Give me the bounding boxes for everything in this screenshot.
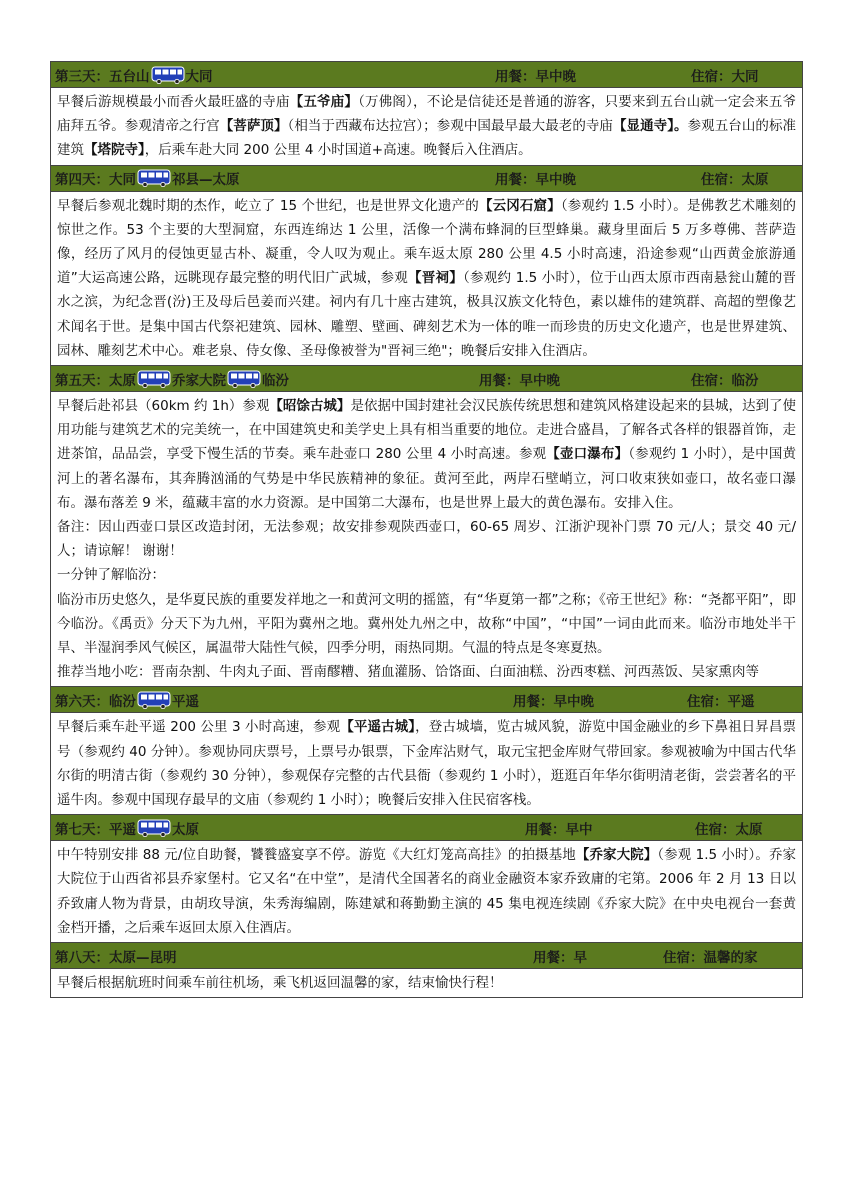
text-run: 备注：因山西壶口景区改造封闭，无法参观；故安排参观陕西壶口，60-65 周岁、江浙沪现补门票 70 元/人；景交 40 元/人；请谅解！ 谢谢！ (57, 519, 796, 560)
stay-label: 住宿：温馨的家 (663, 949, 758, 966)
description-paragraph (57, 843, 796, 940)
bus-icon (137, 169, 171, 187)
bus-icon (227, 370, 261, 388)
route-segment: 第三天：五台山 (55, 68, 150, 85)
stay-label: 住宿：大同 (691, 68, 759, 85)
day-route (55, 818, 475, 838)
description-paragraph (57, 715, 796, 812)
day-route (55, 946, 475, 966)
text-run: 早餐后参观北魏时期的杰作，屹立了 15 个世纪，也是世界文化遗产的 (57, 197, 479, 214)
text-run: （相当于西藏布达拉宫）；参观中国最早最大最老的寺庙 (287, 118, 613, 135)
meals-label: 用餐：早中晚 (513, 693, 594, 710)
route-segment: 第四天：大同 (55, 172, 136, 189)
attraction-name: 【塔院寺】 (84, 142, 145, 159)
day-description (51, 841, 802, 943)
text-run: （参观 1.5 小时）。乔家大院位于山西省祁县乔家堡村。它又名“在中堂”，是清代全国著名的商业金融资本家乔致庸的宅第。2006 年 2 月 13 日以乔致庸人物为背景，由胡玫导演，朱秀海编剧，陈建斌和蒋勤勤主演的 45 集电视连续剧《乔家大院》在中央电视台一套黄金档开播，之后乘车返回太原入住酒店。 (57, 847, 797, 936)
text-run: （参观约 1 小时），是中国黄河上的著名瀑布，其奔腾汹涌的气势是中华民族精神的象征。黄河至此，两岸石壁峭立，河口收束狭如壶口，故名壶口瀑布。瀑布落差 9 米，蕴藏丰富的水力资源。是中国第二大瀑布，也是世界上最大的黄色瀑布。安排入住。 (57, 446, 797, 511)
attraction-name: 【昭馀古城】 (269, 398, 351, 415)
itinerary-document (50, 61, 803, 998)
text-run: ，后乘车赴大同 200 公里 4 小时国道+高速。晚餐后入住酒店。 (144, 142, 532, 159)
day-route (55, 369, 475, 389)
text-run: 早餐后赴祁县（60km 约 1h）参观 (57, 398, 270, 415)
text-run: 早餐后乘车赴平遥 200 公里 3 小时高速，参观 (57, 719, 341, 736)
description-paragraph (57, 971, 796, 995)
text-run: 参观五台山的标准建筑 (57, 118, 797, 159)
text-run: 临汾市历史悠久，是华夏民族的重要发祥地之一和黄河文明的摇篮，有“华夏第一都”之称；《帝王世纪》称：“尧都平阳”，即今临汾。《禹贡》分天下为九州，平阳为冀州之地。冀州处九州之中，故称“中国”，“中国”一词由此而来。临汾市地处半干旱、半湿润季风气候区，属温带大陆性气候，四季分明，雨热同期。气温的特点是冬寒夏热。 (57, 591, 796, 657)
attraction-name: 【壶口瀑布】 (546, 446, 629, 463)
bus-icon (151, 66, 185, 84)
day-description (51, 192, 802, 366)
day-header (51, 366, 802, 392)
stay-label: 住宿：临汾 (691, 372, 759, 389)
route-segment: 大同 (185, 68, 213, 85)
text-run: 一分钟了解临汾： (57, 567, 165, 584)
route-segment: 第六天：临汾 (55, 693, 136, 710)
route-segment: 乔家大院 (172, 372, 226, 389)
route-segment: 第八天：太原—昆明 (55, 949, 177, 966)
day-header (51, 62, 802, 88)
route-segment: 第五天：太原 (55, 372, 136, 389)
meals-label: 用餐：早中 (525, 821, 593, 838)
day-description (51, 88, 802, 166)
attraction-name: 【菩萨顶】 (219, 118, 288, 135)
route-segment: 临汾 (262, 372, 289, 389)
description-paragraph (57, 563, 796, 587)
meals-label: 用餐：早中晚 (495, 172, 576, 189)
day-route (55, 690, 475, 710)
day-header (51, 166, 802, 192)
stay-label: 住宿：太原 (701, 172, 769, 189)
day-header (51, 943, 802, 969)
bus-icon (137, 819, 171, 837)
day-description (51, 392, 802, 687)
description-paragraph (57, 90, 796, 163)
text-run: ，登古城墙，览古城风貌，游览中国金融业的乡下鼻祖日昇昌票号（参观约 40 分钟）。参观协同庆票号，上票号办银票，下金库沾财气，取元宝把金库财气带回家。参观被喻为中国古代华尔街的明清古街（参观约 30 分钟），参观保存完整的古代县衙（参观约 1 小时），逛逛百年华尔街明清老街，尝尝著名的平遥牛肉。参观中国现存最早的文庙（参观约 1 小时）；晚餐后安排入住民宿客栈。 (57, 719, 796, 809)
attraction-name: 【云冈石窟】 (478, 197, 561, 214)
description-paragraph (57, 660, 796, 684)
text-run: 是依据中国封建社会汉民族传统思想和建筑风格建设起来的县城，达到了使用功能与建筑艺术的完美统一，在中国建筑史和美学史上具有相当重要的地位。走进合盛昌，了解各式各样的银器首饰，走进茶馆，品品尝，享受下慢生活的节奏。乘车赴壶口 280 公里 4 小时高速。参观 (57, 398, 797, 463)
attraction-name: 【显通寺】。 (613, 118, 688, 135)
attraction-name: 【乔家大院】 (575, 847, 658, 864)
day-description (51, 713, 802, 815)
meals-label: 用餐：早 (533, 949, 587, 966)
route-segment: 祁县—太原 (172, 172, 240, 189)
description-paragraph (57, 394, 796, 515)
text-run: （参观约 1.5 小时），位于山西太原市西南悬瓮山麓的晋水之滨，为纪念晋(汾)王及母后邑姜而兴建。祠内有几十座古建筑，极具汉族文化特色，素以雄伟的建筑群、高超的塑像艺术闻名于世。是集中国古代祭祀建筑、园林、雕塑、壁画、碑刻艺术为一体的唯一而珍贵的历史文化遗产，也是世界建筑、园林、雕刻艺术中心。难老泉、侍女像、圣母像被誉为"晋祠三绝"；晚餐后安排入住酒店。 (57, 270, 796, 359)
text-run: （参观约 1.5 小时）。是佛教艺术雕刻的惊世之作。53 个主要的大型洞窟，东西连绵达 1 公里，活像一个满布蜂洞的巨型蜂巢。藏身里面后 5 万多尊佛、菩萨造像，经历了风月的侵蚀更显古朴、凝重，令人叹为观止。乘车返太原 280 公里 4.5 小时高速，沿途参观“山西黄金旅游通道”大运高速公路，远眺现存最完整的明代旧广武城，参观 (57, 197, 796, 287)
route-segment: 第七天：平遥 (55, 821, 136, 838)
attraction-name: 【五爷庙】 (289, 94, 359, 110)
meals-label: 用餐：早中晚 (495, 68, 576, 85)
description-paragraph (57, 588, 796, 661)
description-paragraph (57, 194, 796, 363)
route-segment: 平遥 (172, 693, 199, 710)
text-run: 早餐后游规模最小而香火最旺盛的寺庙 (57, 94, 290, 110)
attraction-name: 【晋祠】 (407, 270, 463, 287)
route-segment: 太原 (172, 821, 199, 838)
day-header (51, 815, 802, 841)
stay-label: 住宿：太原 (695, 821, 763, 838)
day-route (55, 168, 475, 188)
day-description (51, 969, 802, 997)
day-header (51, 687, 802, 713)
text-run: 早餐后根据航班时间乘车前往机场，乘飞机返回温馨的家，结束愉快行程！ (57, 975, 503, 992)
text-run: 中午特别安排 88 元/位自助餐，饕餮盛宴享不停。游览《大红灯笼高高挂》的拍摄基地 (57, 847, 576, 864)
bus-icon (137, 370, 171, 388)
attraction-name: 【平遥古城】 (340, 719, 416, 736)
text-run: 推荐当地小吃：晋南杂割、牛肉丸子面、晋南醪糟、猪血灌肠、饸饹面、白面油糕、汾西枣糕、河西蒸饭、吴家熏肉等 (57, 664, 759, 681)
meals-label: 用餐：早中晚 (479, 372, 560, 389)
text-run: （万佛阁），不论是信徒还是普通的游客，只要来到五台山就一定会来五爷庙拜五爷。参观清帝之行宫 (57, 94, 797, 135)
stay-label: 住宿：平遥 (687, 693, 755, 710)
day-route (55, 65, 475, 85)
bus-icon (137, 691, 171, 709)
description-paragraph (57, 515, 796, 563)
